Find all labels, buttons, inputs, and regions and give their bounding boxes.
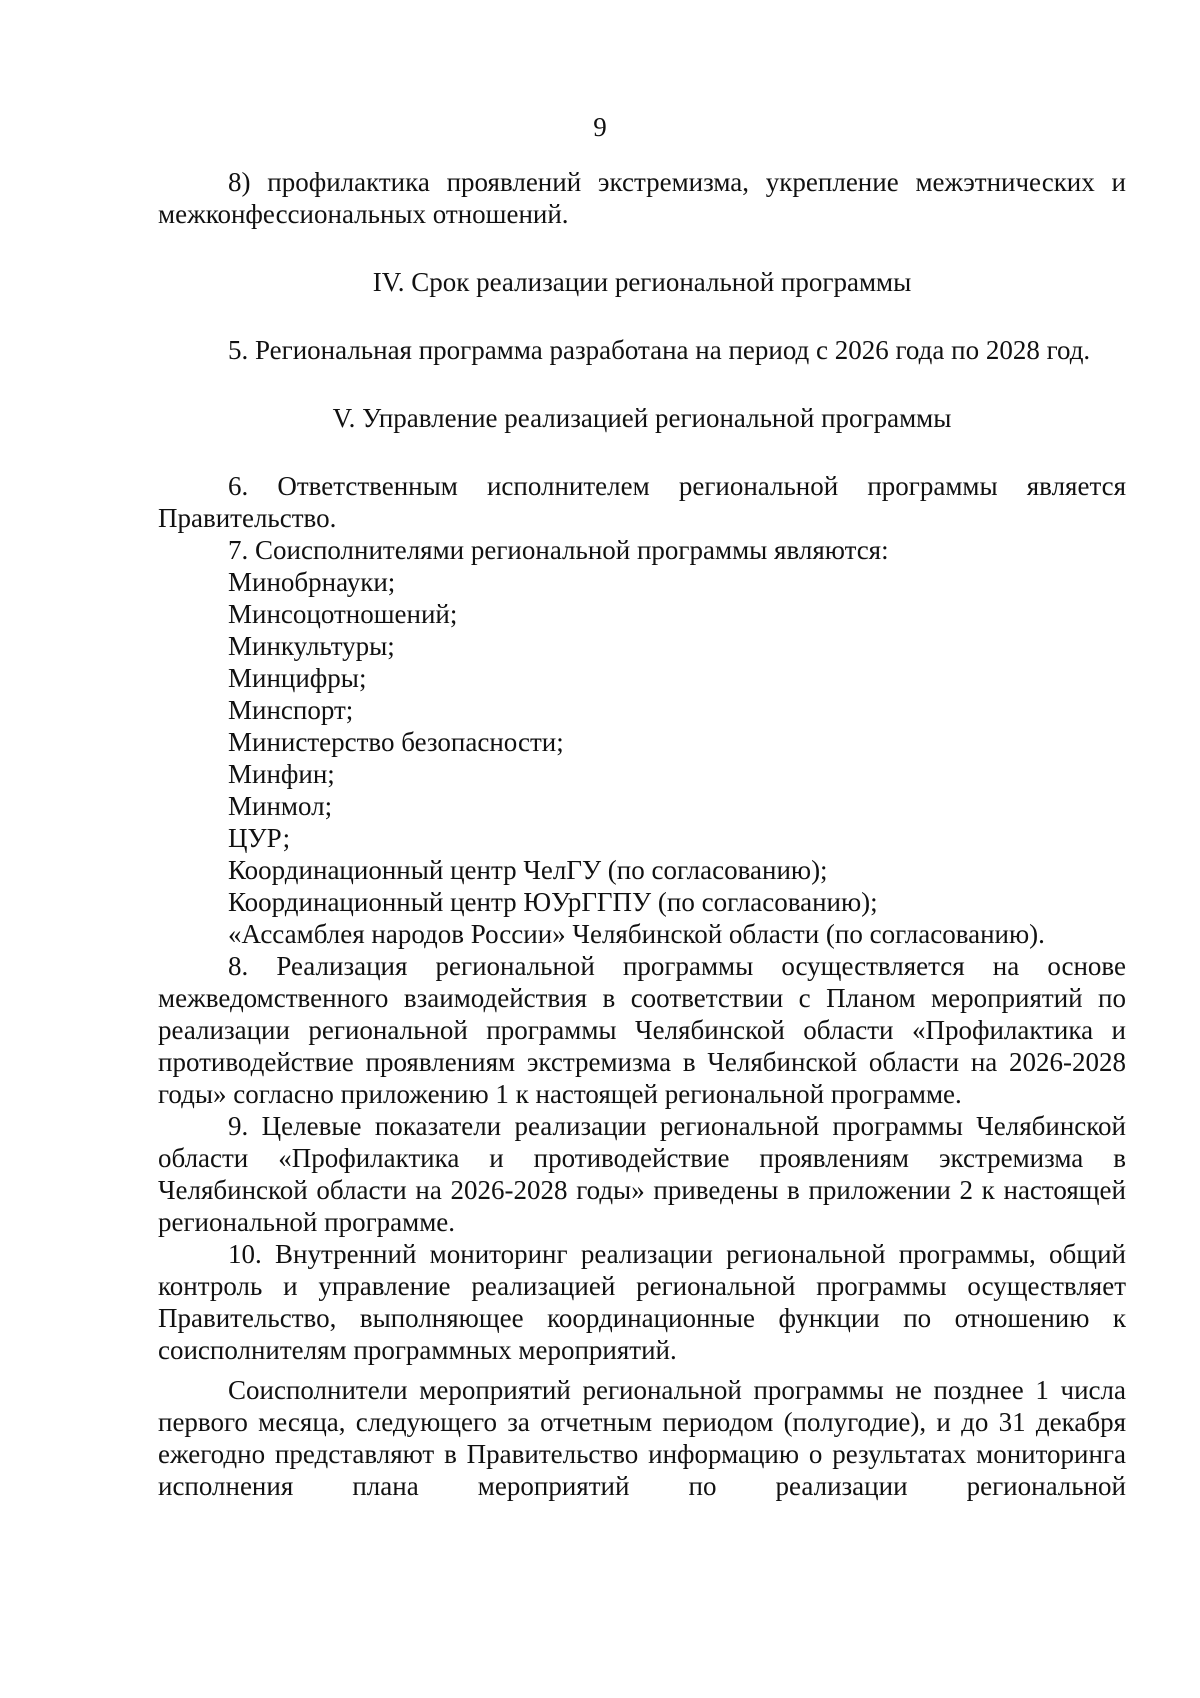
list-item: Минфин; [228, 759, 335, 789]
list-item: Минсоцотношений; [228, 599, 458, 629]
list-item: Координационный центр ЮУрГГПУ (по согласованию); [228, 887, 878, 917]
list-item: ЦУР; [228, 823, 291, 853]
section-heading-v: V. Управление реализацией региональной программы [332, 403, 952, 433]
list-item: Минмол; [228, 791, 333, 821]
list-item: «Ассамблея народов России» Челябинской области (по согласованию). [228, 919, 1045, 949]
page-number: 9 [593, 112, 607, 142]
list-item: Минспорт; [228, 695, 354, 725]
list-item: Минкультуры; [228, 631, 395, 661]
paragraph-item-9: 9. Целевые показатели реализации региональной программы Челябинской области «Профилактика и противодействие проявлениям экстремизма в Челябинской области на 2026-2028 годы» приведены в приложении 2 к настоящей региональной программе. [158, 1111, 1126, 1237]
list-item: Координационный центр ЧелГУ (по согласованию); [228, 855, 828, 885]
paragraph-item-7: 7. Соисполнителями региональной программы являются: [228, 535, 889, 565]
paragraph-item-10-continuation: Соисполнители мероприятий региональной программы не позднее 1 числа первого месяца, следующего за отчетным периодом (полугодие), и до 31 декабря ежегодно представляют в Правительство информацию о результатах мониторинга исполнения плана мероприятий по реализации региональной [158, 1375, 1126, 1501]
list-item: Минобрнауки; [228, 567, 396, 597]
paragraph-item-10: 10. Внутренний мониторинг реализации региональной программы, общий контроль и управление реализацией региональной программы осуществляет Правительство, выполняющее координационные функции по отношению к соисполнителям программных мероприятий. [158, 1239, 1126, 1365]
paragraph-item-5: 5. Региональная программа разработана на период с 2026 года по 2028 год. [228, 335, 1091, 365]
coexecutors-list [158, 566, 1126, 950]
paragraph-goal-8: 8) профилактика проявлений экстремизма, укрепление межэтнических и межконфессиональных отношений. [158, 167, 1126, 229]
paragraph-item-8: 8. Реализация региональной программы осуществляется на основе межведомственного взаимодействия в соответствии с Планом мероприятий по реализации региональной программы Челябинской области «Профилактика и противодействие проявлениям экстремизма в Челябинской области на 2026-2028 годы» согласно приложению 1 к настоящей региональной программе. [158, 951, 1126, 1109]
document-body [158, 166, 1126, 1502]
list-item: Министерство безопасности; [228, 727, 564, 757]
section-heading-iv: IV. Срок реализации региональной программы [372, 267, 912, 297]
paragraph-item-6: 6. Ответственным исполнителем региональной программы является Правительство. [158, 471, 1126, 533]
list-item: Минцифры; [228, 663, 367, 693]
